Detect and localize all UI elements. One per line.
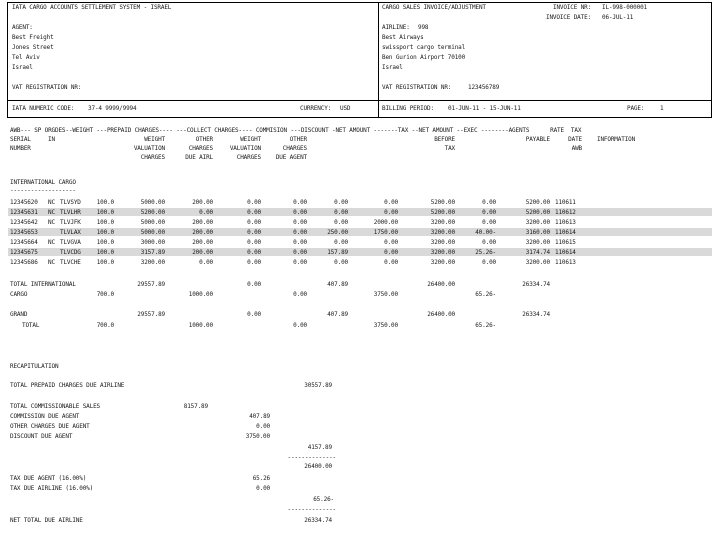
cell-net-before: 3200.00 [430, 229, 455, 236]
total-intl-net-payable: 26334.74 [522, 281, 550, 288]
cell-cc-other: 0.00 [293, 219, 307, 226]
cell-exec: 110614 [555, 249, 576, 256]
cell-sp: NC [48, 259, 55, 266]
col-net-before: TAX [444, 145, 455, 152]
cell-weight: 100.0 [96, 249, 114, 256]
recap-tax-airline-label: TAX DUE AIRLINE (16.00%) [10, 485, 94, 492]
recap-commission-value: 407.89 [249, 413, 270, 420]
col-cc-other: CHARGES [282, 145, 307, 152]
cell-tax: 40.00- [475, 229, 496, 236]
cell-net-before: 5200.00 [430, 209, 455, 216]
col-pp-other: CHARGES [188, 145, 213, 152]
cell-tax: 0.00 [482, 259, 496, 266]
total-intl-commission: 407.89 [327, 281, 348, 288]
invoice-date: 06-JUL-11 [602, 14, 634, 21]
agent-line: Israel [12, 64, 33, 71]
cell-cc-wvc: 0.00 [247, 249, 261, 256]
cell-exec: 110614 [555, 229, 576, 236]
recap-prepaid-label: TOTAL PREPAID CHARGES DUE AIRLINE [10, 382, 125, 389]
col-agents-info: INFORMATION [597, 136, 636, 143]
total-intl-label: CARGO [10, 291, 28, 298]
total-intl-discount: 3750.00 [373, 291, 398, 298]
grand-total-net-payable: 26334.74 [522, 311, 550, 318]
header-rule [7, 100, 712, 101]
recap-tax-agent-label: TAX DUE AGENT (16.00%) [10, 475, 87, 482]
vat-airline-label: VAT REGISTRATION NR: [382, 84, 452, 91]
recap-commission-label: COMMISSION DUE AGENT [10, 413, 80, 420]
col-payable: PAYABLE [525, 136, 550, 143]
cell-commission: 0.00 [334, 209, 348, 216]
cell-net-payable: 3200.00 [525, 239, 550, 246]
grand-total-pp-wvc: 29557.89 [137, 311, 165, 318]
cell-pp-wvc: 3000.00 [140, 239, 165, 246]
cell-net-before: 5200.00 [430, 199, 455, 206]
cell-net-payable: 3160.00 [525, 229, 550, 236]
cell-awb: 12345620 [10, 199, 38, 206]
col-cc-other: OTHER [289, 136, 307, 143]
grand-total-commission: 407.89 [327, 311, 348, 318]
grand-total-label: TOTAL [22, 322, 40, 329]
page-label: PAGE: [627, 105, 645, 112]
cell-weight: 100.0 [96, 239, 114, 246]
recap-discount-value: 3750.00 [245, 433, 270, 440]
recap-net-total-value: 26334.74 [304, 517, 332, 524]
cell-commission: 0.00 [334, 199, 348, 206]
total-intl-pp-wvc: 29557.89 [137, 281, 165, 288]
cell-tax: 0.00 [482, 209, 496, 216]
cell-cc-wvc: 0.00 [247, 199, 261, 206]
grand-total-label: GRAND [10, 311, 28, 318]
cell-exec: 110613 [555, 219, 576, 226]
cell-pp-other: 200.00 [192, 219, 213, 226]
airline-line: swissport cargo terminal [382, 44, 466, 51]
cell-exec: 110611 [555, 199, 576, 206]
cell-weight: 100.0 [96, 209, 114, 216]
recap-commissionable-label: TOTAL COMMISSIONABLE SALES [10, 403, 101, 410]
cell-cc-other: 0.00 [293, 209, 307, 216]
billing-period: 01-JUN-11 - 15-JUN-11 [448, 105, 521, 112]
grand-total-net-before: 26400.00 [427, 311, 455, 318]
cell-orgdes: TLVLHR [60, 209, 81, 216]
total-intl-cc-wvc: 0.00 [247, 281, 261, 288]
grand-total-cc-other: 0.00 [293, 322, 307, 329]
cell-cc-other: 0.00 [293, 249, 307, 256]
cell-pp-wvc: 3157.89 [140, 249, 165, 256]
cell-pp-wvc: 5000.00 [140, 229, 165, 236]
cell-pp-other: 200.00 [192, 249, 213, 256]
agent-line: Jones Street [12, 44, 54, 51]
cell-sp: NC [48, 219, 55, 226]
recap-prepaid-value: 30557.89 [304, 382, 332, 389]
recap-net-total-label: NET TOTAL DUE AIRLINE [10, 517, 83, 524]
cell-net-before: 3200.00 [430, 249, 455, 256]
cell-commission: 250.00 [327, 229, 348, 236]
cell-cc-wvc: 0.00 [247, 259, 261, 266]
recap-discount-label: DISCOUNT DUE AGENT [10, 433, 73, 440]
agent-line: Tel Aviv [12, 54, 40, 61]
system-title: IATA CARGO ACCOUNTS SETTLEMENT SYSTEM - ISRAEL [12, 4, 172, 11]
cell-cc-wvc: 0.00 [247, 239, 261, 246]
vat-airline: 123456789 [468, 84, 500, 91]
col-pp-other: DUE AIRL [185, 154, 213, 161]
airline-code: 998 [418, 24, 429, 31]
recap-tax-agent-value: 65.26 [252, 475, 270, 482]
cell-pp-other: 200.00 [192, 199, 213, 206]
total-intl-label: TOTAL INTERNATIONAL [10, 281, 76, 288]
cell-exec: 110615 [555, 239, 576, 246]
cell-exec: 110612 [555, 209, 576, 216]
cell-discount: 0.00 [384, 239, 398, 246]
col-cc-weight: WEIGHT [240, 136, 261, 143]
invoice-nr: IL-998-000001 [602, 4, 648, 11]
cell-cc-other: 0.00 [293, 229, 307, 236]
col-net-before: BEFORE [434, 136, 455, 143]
cell-weight: 100.0 [96, 199, 114, 206]
cell-weight: 100.0 [96, 219, 114, 226]
col-cc-other: DUE AGENT [275, 154, 307, 161]
cell-pp-other: 200.00 [192, 229, 213, 236]
cell-pp-wvc: 5000.00 [140, 199, 165, 206]
cell-net-payable: 3200.00 [525, 219, 550, 226]
cell-weight: 100.0 [96, 259, 114, 266]
col-pp-weight: WEIGHT [144, 136, 165, 143]
cell-commission: 157.89 [327, 249, 348, 256]
cell-pp-other: 0.00 [199, 209, 213, 216]
airline-line: Best Airways [382, 34, 424, 41]
grand-total-tax: 65.26- [475, 322, 496, 329]
column-header-line: AWB--- SP ORGDES--WEIGHT ---PREPAID CHARGES---- ---COLLECT CHARGES---- COMMISION ---DISCOUNT -NET AMOUNT -------TAX --NET AMOUNT --EXEC --------AGENTS RATE TAX [10, 127, 582, 134]
vat-agent-label: VAT REGISTRATION NR: [12, 84, 82, 91]
grand-total-discount: 3750.00 [373, 322, 398, 329]
cell-pp-other: 200.00 [192, 239, 213, 246]
airline-line: Israel [382, 64, 403, 71]
doc-title: CARGO SALES INVOICE/ADJUSTMENT [382, 4, 486, 11]
cell-orgdes: TLVSYD [60, 199, 81, 206]
cell-sp: NC [48, 239, 55, 246]
cell-discount: 0.00 [384, 199, 398, 206]
recap-commissionable-value: 8157.89 [183, 403, 208, 410]
section-title: INTERNATIONAL CARGO [10, 179, 76, 186]
total-intl-tax: 65.26- [475, 291, 496, 298]
cell-discount: 2000.00 [373, 219, 398, 226]
col-cc-weight: CHARGES [236, 154, 261, 161]
recap-other-label: OTHER CHARGES DUE AGENT [10, 423, 90, 430]
cell-pp-other: 0.00 [199, 259, 213, 266]
section-underline: ------------------- [10, 187, 76, 194]
recap-subtotal: 26400.00 [304, 463, 332, 470]
cell-sp: NC [48, 199, 55, 206]
cell-orgdes: TLVCHE [60, 259, 81, 266]
airline-line: Ben Gurion Airport 70100 [382, 54, 466, 61]
cell-awb: 12345675 [10, 249, 38, 256]
cell-cc-other: 0.00 [293, 259, 307, 266]
grand-total-weight: 700.0 [96, 322, 114, 329]
recap-tax-net: 65.26- [313, 496, 334, 503]
cell-pp-wvc: 5000.00 [140, 219, 165, 226]
cell-tax: 0.00 [482, 239, 496, 246]
cell-net-payable: 5200.00 [525, 209, 550, 216]
cell-orgdes: TLVLAX [60, 229, 81, 236]
total-intl-net-before: 26400.00 [427, 281, 455, 288]
cell-net-before: 3200.00 [430, 219, 455, 226]
cell-awb: 12345653 [10, 229, 38, 236]
total-intl-weight: 700.0 [96, 291, 114, 298]
total-intl-pp-other: 1000.00 [188, 291, 213, 298]
col-serial: SERIAL [10, 136, 31, 143]
col-cc-weight: VALUATION [229, 145, 261, 152]
grand-total-cc-wvc: 0.00 [247, 311, 261, 318]
col-pp-other: OTHER [195, 136, 213, 143]
airline-label: AIRLINE: [382, 24, 410, 31]
cell-cc-wvc: 0.00 [247, 229, 261, 236]
recap-other-value: 0.00 [256, 423, 270, 430]
cell-commission: 0.00 [334, 239, 348, 246]
agent-label: AGENT: [12, 24, 33, 31]
grand-total-pp-other: 1000.00 [188, 322, 213, 329]
cell-exec: 110613 [555, 259, 576, 266]
cell-sp: NC [48, 209, 55, 216]
cell-net-payable: 3200.00 [525, 259, 550, 266]
cell-awb: 12345631 [10, 209, 38, 216]
numeric-code-label: IATA NUMERIC CODE: [12, 105, 75, 112]
invoice-date-label: INVOICE DATE: [546, 14, 592, 21]
cell-net-before: 3200.00 [430, 239, 455, 246]
cell-discount: 0.00 [384, 209, 398, 216]
cell-cc-other: 0.00 [293, 199, 307, 206]
col-in: IN [48, 136, 55, 143]
col-exec: DATE [568, 136, 582, 143]
cell-net-before: 3200.00 [430, 259, 455, 266]
cell-tax: 25.26- [475, 249, 496, 256]
cell-commission: 0.00 [334, 259, 348, 266]
invoice-nr-label: INVOICE NR: [553, 4, 592, 11]
cell-cc-other: 0.00 [293, 239, 307, 246]
cell-tax: 0.00 [482, 199, 496, 206]
recap-separator: -------------- [287, 454, 336, 461]
cell-discount: 1750.00 [373, 229, 398, 236]
cell-awb: 12345664 [10, 239, 38, 246]
cell-discount: 0.00 [384, 259, 398, 266]
cell-cc-wvc: 0.00 [247, 209, 261, 216]
cell-commission: 0.00 [334, 219, 348, 226]
cell-pp-wvc: 5200.00 [140, 209, 165, 216]
recap-title: RECAPITULATION [10, 363, 59, 370]
recap-agent-subtotal: 4157.89 [307, 444, 332, 451]
cell-net-payable: 3174.74 [525, 249, 550, 256]
cell-awb: 12345642 [10, 219, 38, 226]
cell-pp-wvc: 3200.00 [140, 259, 165, 266]
cell-cc-wvc: 0.00 [247, 219, 261, 226]
cell-orgdes: TLVJFK [60, 219, 81, 226]
col-pp-weight: VALUATION [133, 145, 165, 152]
page-number: 1 [660, 105, 664, 112]
cell-orgdes: TLVCDG [60, 249, 81, 256]
numeric-code: 37-4 9999/9994 [88, 105, 137, 112]
col-pp-weight: CHARGES [140, 154, 165, 161]
currency: USD [340, 105, 351, 112]
currency-label: CURRENCY: [300, 105, 332, 112]
col-number: NUMBER [10, 145, 31, 152]
cell-awb: 12345686 [10, 259, 38, 266]
cell-discount: 0.00 [384, 249, 398, 256]
billing-period-label: BILLING PERIOD: [382, 105, 434, 112]
cell-tax: 0.00 [482, 219, 496, 226]
agent-line: Best Freight [12, 34, 54, 41]
cell-weight: 100.0 [96, 229, 114, 236]
recap-tax-airline-value: 0.00 [256, 485, 270, 492]
recap-separator: -------------- [287, 506, 336, 513]
cell-orgdes: TLVGVA [60, 239, 81, 246]
total-intl-cc-other: 0.00 [293, 291, 307, 298]
col-exec: AWB [571, 145, 582, 152]
cell-net-payable: 5200.00 [525, 199, 550, 206]
